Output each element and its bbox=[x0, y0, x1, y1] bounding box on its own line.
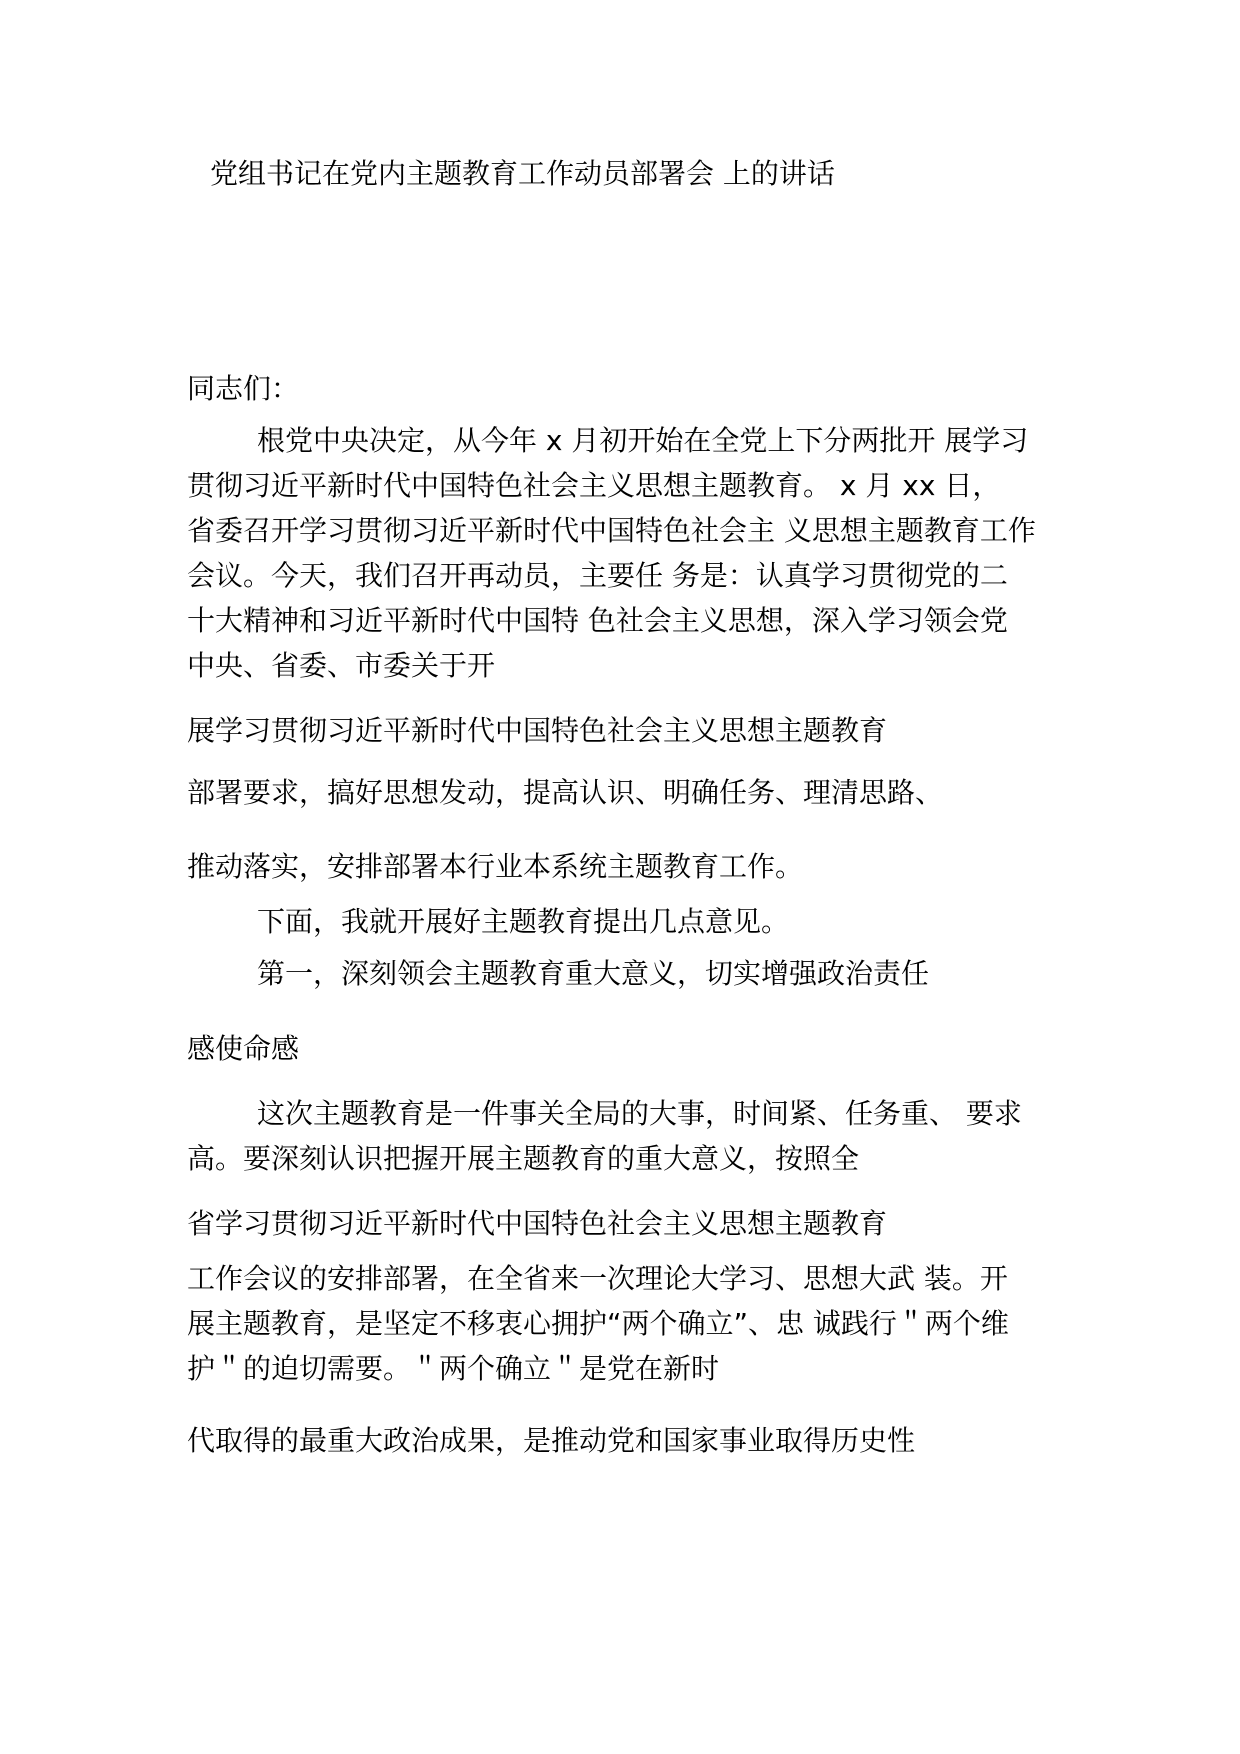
body-line-16: 工作会议的安排部署，在全省来一次理论大学习、思想大武 装。开 bbox=[187, 1262, 1008, 1295]
body-line-3: 省委召开学习贯彻习近平新时代中国特色社会主 义思想主题教育工作 bbox=[187, 514, 1036, 547]
body-line-18: 护＂的迫切需要。＂两个确立＂是党在新时 bbox=[187, 1352, 720, 1385]
body-line-15: 省学习贯彻习近平新时代中国特色社会主义思想主题教育 bbox=[187, 1207, 888, 1240]
body-line-8: 部署要求，搞好思想发动，提高认识、明确任务、理清思路、 bbox=[187, 776, 944, 809]
salutation-line: 同志们： bbox=[187, 372, 300, 405]
body-line-14: 高。要深刻认识把握开展主题教育的重大意义，按照全 bbox=[187, 1142, 860, 1175]
document-title: 党组书记在党内主题教育工作动员部署会 上的讲话 bbox=[210, 157, 835, 190]
body-line-10: 下面，我就开展好主题教育提出几点意见。 bbox=[257, 905, 790, 938]
body-line-4: 会议。今天，我们召开再动员，主要任 务是：认真学习贯彻党的二 bbox=[187, 559, 1008, 592]
section-heading-line: 第一，深刻领会主题教育重大意义，切实增强政治责任 bbox=[257, 957, 930, 990]
body-line-17: 展主题教育，是坚定不移衷心拥护“两个确立”、忠 诚践行＂两个维 bbox=[187, 1307, 1009, 1340]
body-line-2: 贯彻习近平新时代中国特色社会主义思想主题教育。 x 月 xx 日， bbox=[187, 469, 1001, 502]
section-heading-continuation: 感使命感 bbox=[187, 1032, 300, 1065]
body-line-1: 根党中央决定，从今年 x 月初开始在全党上下分两批开 展学习 bbox=[257, 424, 1029, 457]
body-line-9: 推动落实，安排部署本行业本系统主题教育工作。 bbox=[187, 850, 804, 883]
body-line-19: 代取得的最重大政治成果，是推动党和国家事业取得历史性 bbox=[187, 1424, 916, 1457]
body-line-5: 十大精神和习近平新时代中国特 色社会主义思想，深入学习领会党 bbox=[187, 604, 1008, 637]
body-line-6: 中央、省委、市委关于开 bbox=[187, 649, 496, 682]
body-line-7: 展学习贯彻习近平新时代中国特色社会主义思想主题教育 bbox=[187, 714, 888, 747]
body-line-13: 这次主题教育是一件事关全局的大事，时间紧、任务重、 要求 bbox=[257, 1097, 1022, 1130]
